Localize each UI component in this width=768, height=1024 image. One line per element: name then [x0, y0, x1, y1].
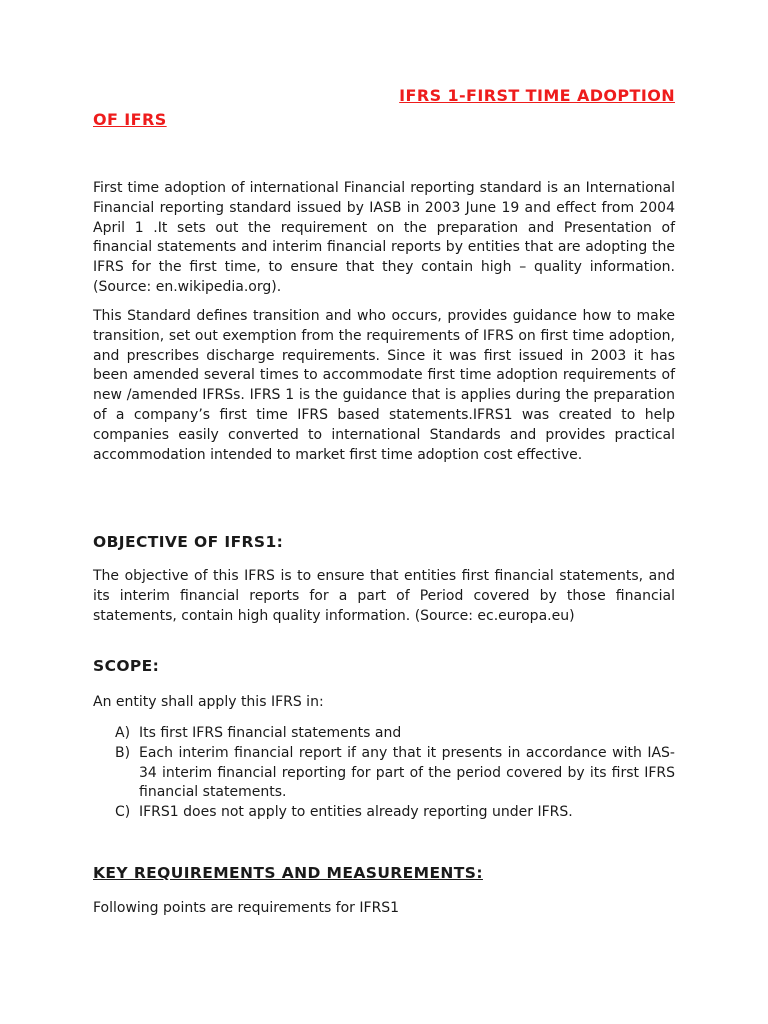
- scope-list-item: [115, 744, 675, 803]
- objective-heading: OBJECTIVE OF IFRS1:: [93, 533, 284, 551]
- list-item-text: IFRS1 does not apply to entities already reporting under IFRS.: [139, 804, 573, 821]
- scope-list-item: [115, 724, 675, 744]
- standard-paragraph: This Standard defines transition and who occurs, provides guidance how to make transition, set out exemption from the requirements of IFRS on first time adoption, and prescribes discharge requirements. Since it was first issued in 2003 it has been amended several times to accommodate first time adoption requirements of new /amended IFRSs. IFRS 1 is the guidance that is applies during the preparation of a company’s first time IFRS based statements.IFRS1 was created to help companies easily converted to international Standards and provides practical accommodation intended to market first time adoption cost effective.: [93, 308, 675, 463]
- scope-intro: An entity shall apply this IFRS in:: [93, 694, 324, 710]
- document-title-continued: OF IFRS: [93, 110, 167, 129]
- list-marker: A): [115, 725, 131, 741]
- scope-heading: SCOPE:: [93, 657, 160, 675]
- list-marker: C): [115, 804, 131, 821]
- list-item-text: Each interim financial report if any that it presents in accordance with IAS-34 interim financial reporting for part of the period covered by its first IFRS financial statements.: [139, 744, 675, 801]
- intro-paragraph: First time adoption of international Financial reporting standard is an International Financial reporting standard issued by IASB in 2003 June 19 and effect from 2004 April 1 .It sets out the requirement on the preparation and Presentation of financial statements and interim financial reports by entities that are adopting the IFRS for the first time, to ensure that they contain high – quality information. (Source: en.wikipedia.org).: [93, 180, 675, 295]
- list-marker: B): [115, 744, 131, 761]
- document-title: IFRS 1-FIRST TIME ADOPTION: [399, 86, 675, 105]
- key-requirements-heading: KEY REQUIREMENTS AND MEASUREMENTS:: [93, 864, 483, 882]
- scope-list-item: [115, 803, 675, 823]
- list-item-text: Its first IFRS financial statements and: [139, 725, 402, 741]
- key-requirements-intro: Following points are requirements for IFRS1: [93, 900, 400, 916]
- objective-paragraph: The objective of this IFRS is to ensure that entities first financial statements, and its interim financial reports for a part of Period covered by those financial statements, contain high quality information. (Source: ec.europa.eu): [93, 568, 675, 624]
- scope-list: [115, 724, 675, 823]
